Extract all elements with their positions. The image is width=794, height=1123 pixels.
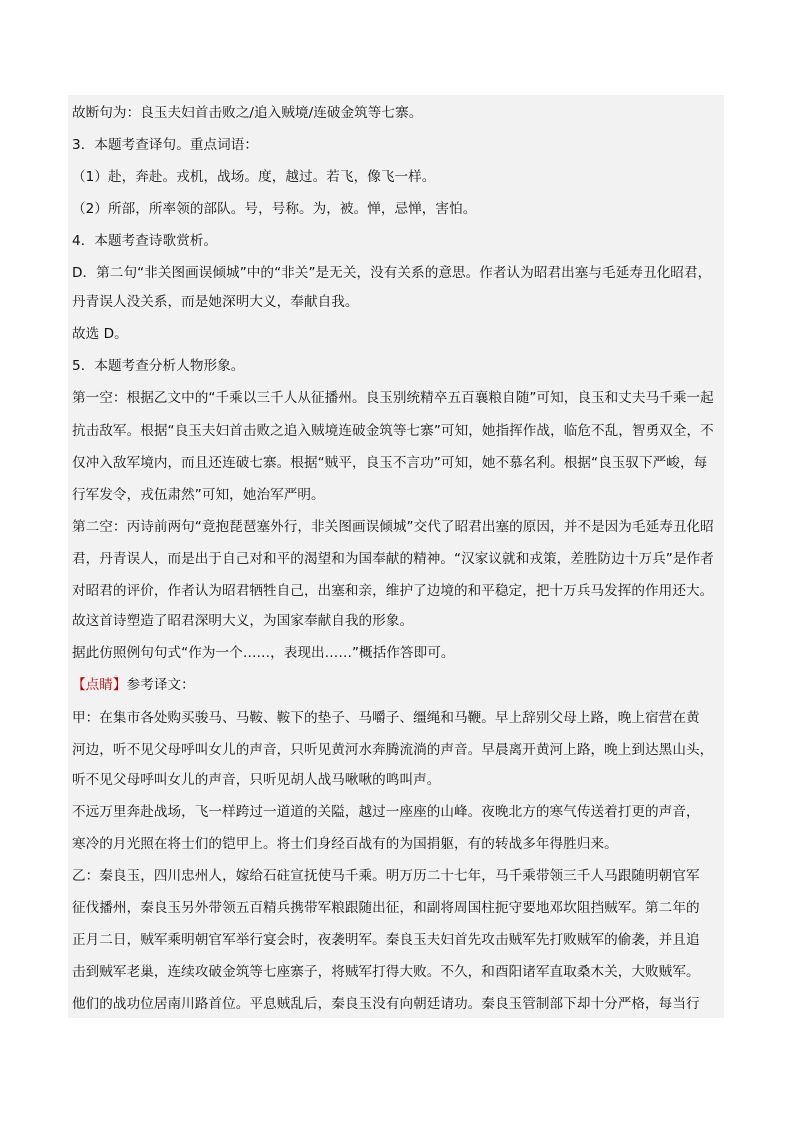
text-line: D．第二句“非关图画误倾城”中的“非关”是无关，没有关系的意思。作者认为昭君出塞与毛延寿丑化昭君， (72, 265, 712, 281)
text-line: 君，丹青误人，而是出于自己对和平的渴望和为国奉献的精神。“汉家议就和戎策，差胜防边十万兵”是作者 (72, 551, 714, 567)
text-line: 甲：在集市各处购买骏马、马鞍、鞍下的垫子、马嚼子、缰绳和马鞭。早上辞别父母上路，晚上宿营在黄 (72, 710, 700, 726)
text-line: （1）赴，奔赴。戎机，战场。度，越过。若飞，像飞一样。 (72, 169, 436, 185)
note-heading (72, 675, 195, 695)
text-line: （2）所部，所率领的部队。号，号称。为，被。惮，忌惮，害怕。 (72, 201, 477, 217)
text-line: 击到贼军老巢，连续攻破金筑等七座寨子，将贼军打得大败。不久，和酉阳诸军直取桑木关，大败贼军。 (72, 964, 700, 980)
text-line: 故断句为：良玉夫妇首击败之/追入贼境/连破金筑等七寨。 (72, 105, 423, 121)
text-line: 对昭君的评价，作者认为昭君牺牲自己，出塞和亲，维护了边境的和平稳定，把十万兵马发挥的作用还大。 (72, 583, 714, 599)
text-line: 乙：秦良玉，四川忠州人，嫁给石砫宣抚使马千乘。明万历二十七年，马千乘带领三千人马跟随明朝官军 (72, 868, 700, 884)
text-line: 河边，听不见父母呼叫女儿的声音，只听见黄河水奔腾流淌的声音。早晨离开黄河上路，晚上到达黑山头， (72, 742, 714, 758)
text-line: 寒冷的月光照在将士们的铠甲上。将士们身经百战有的为国捐躯，有的转战多年得胜归来。 (72, 836, 618, 852)
text-line: 行军发令，戎伍肃然”可知，她治军严明。 (72, 487, 325, 503)
text-line: 故这首诗塑造了昭君深明大义，为国家奉献自我的形象。 (72, 613, 414, 629)
text-line: 故选 D。 (72, 326, 128, 342)
text-line: 据此仿照例句句式“作为一个……，表现出……”概括作答即可。 (72, 645, 455, 661)
text-line: 正月二日，贼军乘明朝官军举行宴会时，夜袭明军。秦良玉夫妇首先攻击贼军先打败贼军的偷袭，并且追 (72, 932, 700, 948)
note-tag: 【点睛】 (72, 677, 127, 693)
text-line: 仅冲入敌军境内，而且还连破七寨。根据“贼平，良玉不言功”可知，她不慕名利。根据“良玉驭下严峻，每 (72, 455, 708, 471)
text-line: 3．本题考查译句。重点词语： (72, 137, 259, 153)
text-line: 他们的战功位居南川路首位。平息贼乱后，秦良玉没有向朝廷请功。秦良玉管制部下却十分严格，每当行 (72, 996, 700, 1012)
text-line: 5．本题考查分析人物形象。 (72, 358, 245, 374)
text-line: 不远万里奔赴战场，飞一样跨过一道道的关隘，越过一座座的山峰。夜晚北方的寒气传送着打更的声音， (72, 804, 700, 820)
text-line: 征伐播州，秦良玉另外带领五百精兵携带军粮跟随出征，和副将周国柱扼守要地邓坎阻挡贼军。第二年的 (72, 900, 700, 916)
text-line: 4．本题考查诗歌赏析。 (72, 233, 218, 249)
text-line: 抗击敌军。根据“良玉夫妇首击败之追入贼境连破金筑等七寨”可知，她指挥作战，临危不乱，智勇双全，不 (72, 423, 714, 439)
note-heading-text: 参考译文： (126, 677, 195, 693)
text-line: 听不见父母呼叫女儿的声音，只听见胡人战马啾啾的鸣叫声。 (72, 772, 441, 788)
text-line: 第二空：丙诗前两句“竟抱琵琶塞外行，非关图画误倾城”交代了昭君出塞的原因，并不是因为毛延寿丑化昭 (72, 519, 714, 535)
text-line: 第一空：根据乙文中的“千乘以三千人从征播州。良玉别统精卒五百襄粮自随”可知，良玉和丈夫马千乘一起 (72, 390, 714, 406)
text-line: 丹青误人没关系，而是她深明大义，奉献自我。 (72, 294, 359, 310)
